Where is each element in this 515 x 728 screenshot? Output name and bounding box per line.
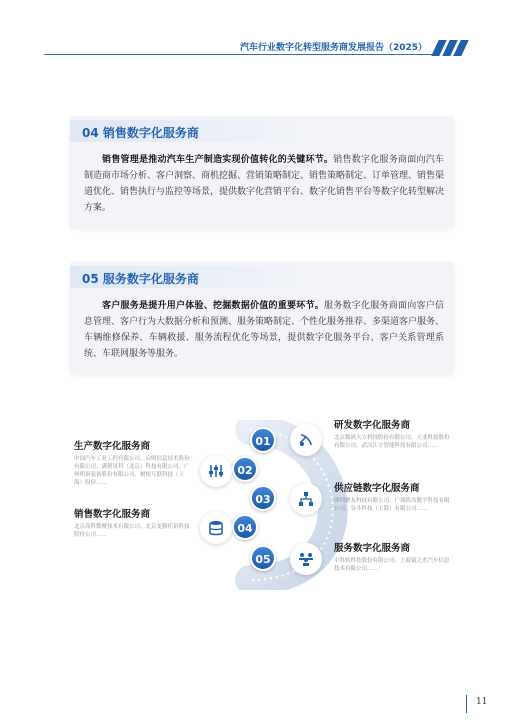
- section-lead: 客户服务是提升用户体验、挖掘数据价值的重要环节。: [102, 301, 324, 311]
- step-02-badge: 02: [232, 456, 258, 482]
- section-title: 04 销售数字化服务商: [82, 126, 199, 140]
- header-rule: [44, 54, 438, 55]
- section-card-service: [70, 262, 454, 374]
- service-provider-diagram: [60, 400, 460, 600]
- rd-provider-label: [334, 417, 454, 450]
- sales-provider-text: 北京高科数聚技术有限公司、北京龙腾佳讯科技股份公司……: [74, 524, 190, 538]
- section-lead: 销售管理是推动汽车生产制造实现价值转化的关键环节。: [102, 155, 334, 165]
- sales-provider-label: [74, 506, 192, 539]
- section-body: [84, 298, 444, 362]
- header-stripes-decoration: [431, 40, 469, 56]
- database-icon: [200, 512, 232, 544]
- section-text: 销售数字化服务商面向汽车制造商市场分析、客户洞察、商机挖掘、营销策略制定、销售策略制定、订单管理、销售渠道优化、销售执行与监控等场景，提供数字化营销平台、数字化销售平台等数字化转型解决方案。: [84, 155, 445, 213]
- report-title: 汽车行业数字化转型服务商发展报告（2025）: [239, 43, 427, 53]
- section-title: 05 服务数字化服务商: [82, 272, 199, 286]
- production-provider-title: 生产数字化服务商: [74, 441, 151, 452]
- team-service-icon: [290, 543, 322, 575]
- supply-chain-provider-text: 深圳聚友科技有限公司、广域铭岛数字科技有限公司、谷斗科技（上海）有限公司……: [334, 498, 450, 512]
- service-provider-label: [334, 540, 454, 573]
- supply-network-icon: [290, 483, 322, 515]
- production-provider-text: 中国汽车工业工程有限公司、启明信息技术股份有限公司、满帮讯科（北京）科技有限公司、广州明珞装备股份有限公司、树根互联科技（上海）股份……: [74, 456, 190, 486]
- footer-rule: [466, 695, 467, 713]
- service-provider-title: 服务数字化服务商: [334, 543, 411, 554]
- service-provider-text: 中科软科技股份有限公司、上海寰之杰汽车信息技术有限公司……: [334, 558, 450, 572]
- satellite-dish-icon: [290, 424, 322, 456]
- section-body: [84, 152, 444, 216]
- step-05-badge: 05: [250, 545, 276, 571]
- page-header: [0, 40, 515, 58]
- rd-provider-title: 研发数字化服务商: [334, 420, 411, 431]
- sliders-icon: [200, 455, 232, 487]
- rd-provider-text: 北京数码大方科技股份有限公司、天亚科技股份有限公司、武汉江字智能科技有限公司……: [334, 435, 450, 449]
- supply-chain-provider-label: [334, 480, 454, 513]
- step-03-badge: 03: [250, 485, 276, 511]
- section-text: 服务数字化服务商面向客户信息管理、客户行为大数据分析和预测、服务策略制定、个性化服务推荐、多渠道客户服务、车辆维修保养、车辆救援、服务流程优化等场景，提供数字化服务平台、客户关系管理系统、车联网服务等服务。: [84, 301, 445, 359]
- step-04-badge: 04: [232, 514, 258, 540]
- page-number: 11: [476, 697, 488, 707]
- supply-chain-provider-title: 供应链数字化服务商: [334, 483, 420, 494]
- production-provider-label: [74, 438, 192, 487]
- step-01-badge: 01: [250, 427, 276, 453]
- sales-provider-title: 销售数字化服务商: [74, 509, 151, 520]
- section-card-sales: [70, 116, 454, 228]
